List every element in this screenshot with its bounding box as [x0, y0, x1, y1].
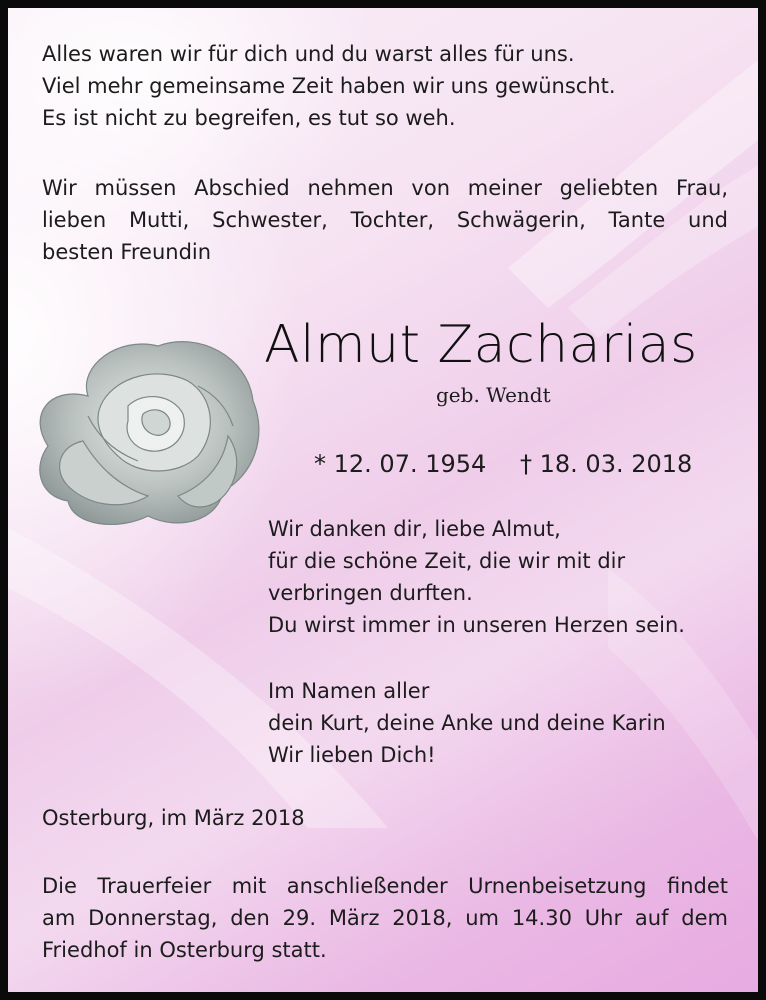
poem-line: Viel mehr gemeinsame Zeit haben wir uns gewünscht.: [42, 74, 616, 98]
poem-line: Alles waren wir für dich und du warst alles für uns.: [42, 42, 575, 66]
intro-line: Wir müssen Abschied nehmen von meiner geliebten Frau,: [42, 176, 728, 200]
rose-image: [28, 326, 268, 536]
thanks-line: verbringen durften.: [268, 581, 473, 605]
family-line: Im Namen aller: [268, 679, 430, 703]
place-date: Osterburg, im März 2018: [42, 806, 305, 830]
family-line: dein Kurt, deine Anke und deine Karin: [268, 711, 666, 735]
death-date: † 18. 03. 2018: [520, 450, 693, 478]
thanks-text: [268, 513, 685, 641]
family-signature: [268, 675, 666, 771]
poem-line: Es ist nicht zu begreifen, es tut so weh.: [42, 106, 456, 130]
intro-line: lieben Mutti, Schwester, Tochter, Schwägerin, Tante und: [42, 208, 728, 232]
thanks-line: Wir danken dir, liebe Almut,: [268, 517, 561, 541]
funeral-line: Die Trauerfeier mit anschließender Urnenbeisetzung findet: [42, 874, 728, 898]
thanks-line: für die schöne Zeit, die wir mit dir: [268, 549, 626, 573]
intro-line: besten Freundin: [42, 240, 212, 264]
funeral-line: am Donnerstag, den 29. März 2018, um 14.30 Uhr auf dem: [42, 906, 728, 930]
funeral-info: [42, 870, 728, 966]
deceased-name: Almut Zacharias: [264, 315, 698, 375]
family-line: Wir lieben Dich!: [268, 743, 436, 767]
funeral-line: Friedhof in Osterburg statt.: [42, 938, 327, 962]
birth-date: * 12. 07. 1954: [314, 450, 487, 478]
thanks-line: Du wirst immer in unseren Herzen sein.: [268, 613, 685, 637]
poem: [42, 38, 616, 134]
maiden-name: geb. Wendt: [436, 383, 551, 407]
intro: [42, 172, 728, 268]
